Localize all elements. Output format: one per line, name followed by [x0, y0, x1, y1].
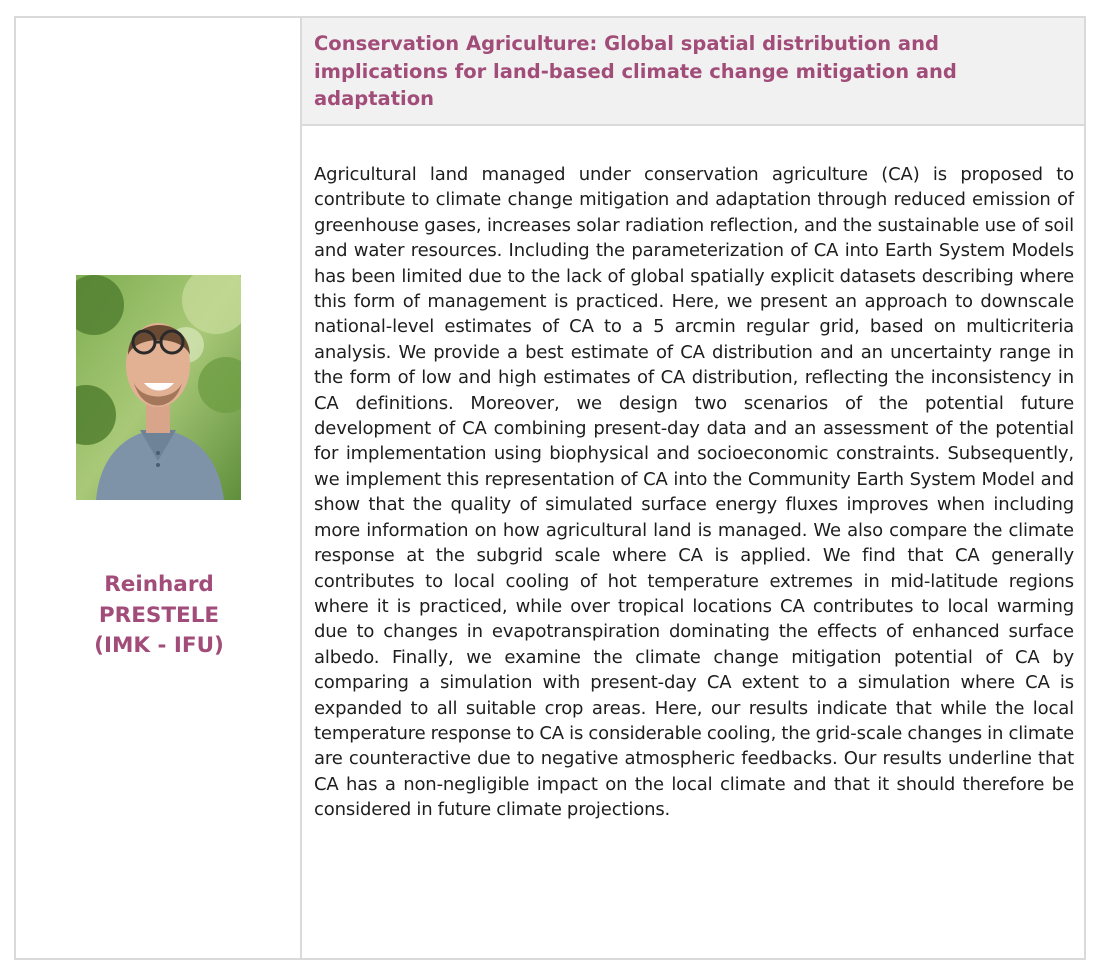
talk-title-cell — [302, 18, 1084, 126]
speaker-card — [14, 16, 1086, 960]
speaker-portrait-icon — [76, 275, 241, 500]
speaker-column — [16, 18, 302, 958]
speaker-first-name: Reinhard — [104, 572, 214, 597]
speaker-last-name: PRESTELE — [98, 602, 220, 628]
talk-title: Conservation Agriculture: Global spatial distribution and implications for land-based climate change mitigation and adaptation — [314, 32, 957, 110]
speaker-affiliation: (IMK - IFU) — [94, 633, 224, 658]
speaker-name — [16, 570, 302, 662]
speaker-photo — [76, 275, 241, 500]
talk-abstract: Agricultural land managed under conservation agriculture (CA) is proposed to contribute to climate change mitigation and adaptation through reduced emission of greenhouse gases, increases solar radiation reflection, and the sustainable use of soil and water resources. Including the parameterization of CA into Earth System Models has been limited due to the lack of global spatially explicit datasets describing where this form of management is practiced. Here, we present an approach to downscale national-level estimates of CA to a 5 arcmin regular grid, based on multicriteria analysis. We provide a best estimate of CA distribution and an uncertainty range in the form of low and high estimates of CA distribution, reflecting the inconsistency in CA definitions. Moreover, we design two scenarios of the potential future development of CA combining present-day data and an assessment of the potential for implementation using biophysical and socioeconomic constraints. Subsequently, we implement this representation of CA into the Community Earth System Model and show that the quality of simulated surface energy fluxes improves when including more information on how agricultural land is managed. We also compare the climate response at the subgrid scale where CA is applied. We find that CA generally contributes to local cooling of hot temperature extremes in mid-latitude regions where it is practiced, while over tropical locations CA contributes to local warming due to changes in evapotranspiration dominating the effects of enhanced surface albedo. Finally, we examine the climate change mitigation potential of CA by comparing a simulation with present-day CA extent to a simulation where CA is expanded to all suitable crop areas. Here, our results indicate that while the local temperature response to CA is considerable cooling, the grid-scale changes in climate are counteractive due to negative atmospheric feedbacks. Our results underline that CA has a non-negligible impact on the local climate and that it should therefore be considered in future climate projections. — [314, 164, 1074, 821]
